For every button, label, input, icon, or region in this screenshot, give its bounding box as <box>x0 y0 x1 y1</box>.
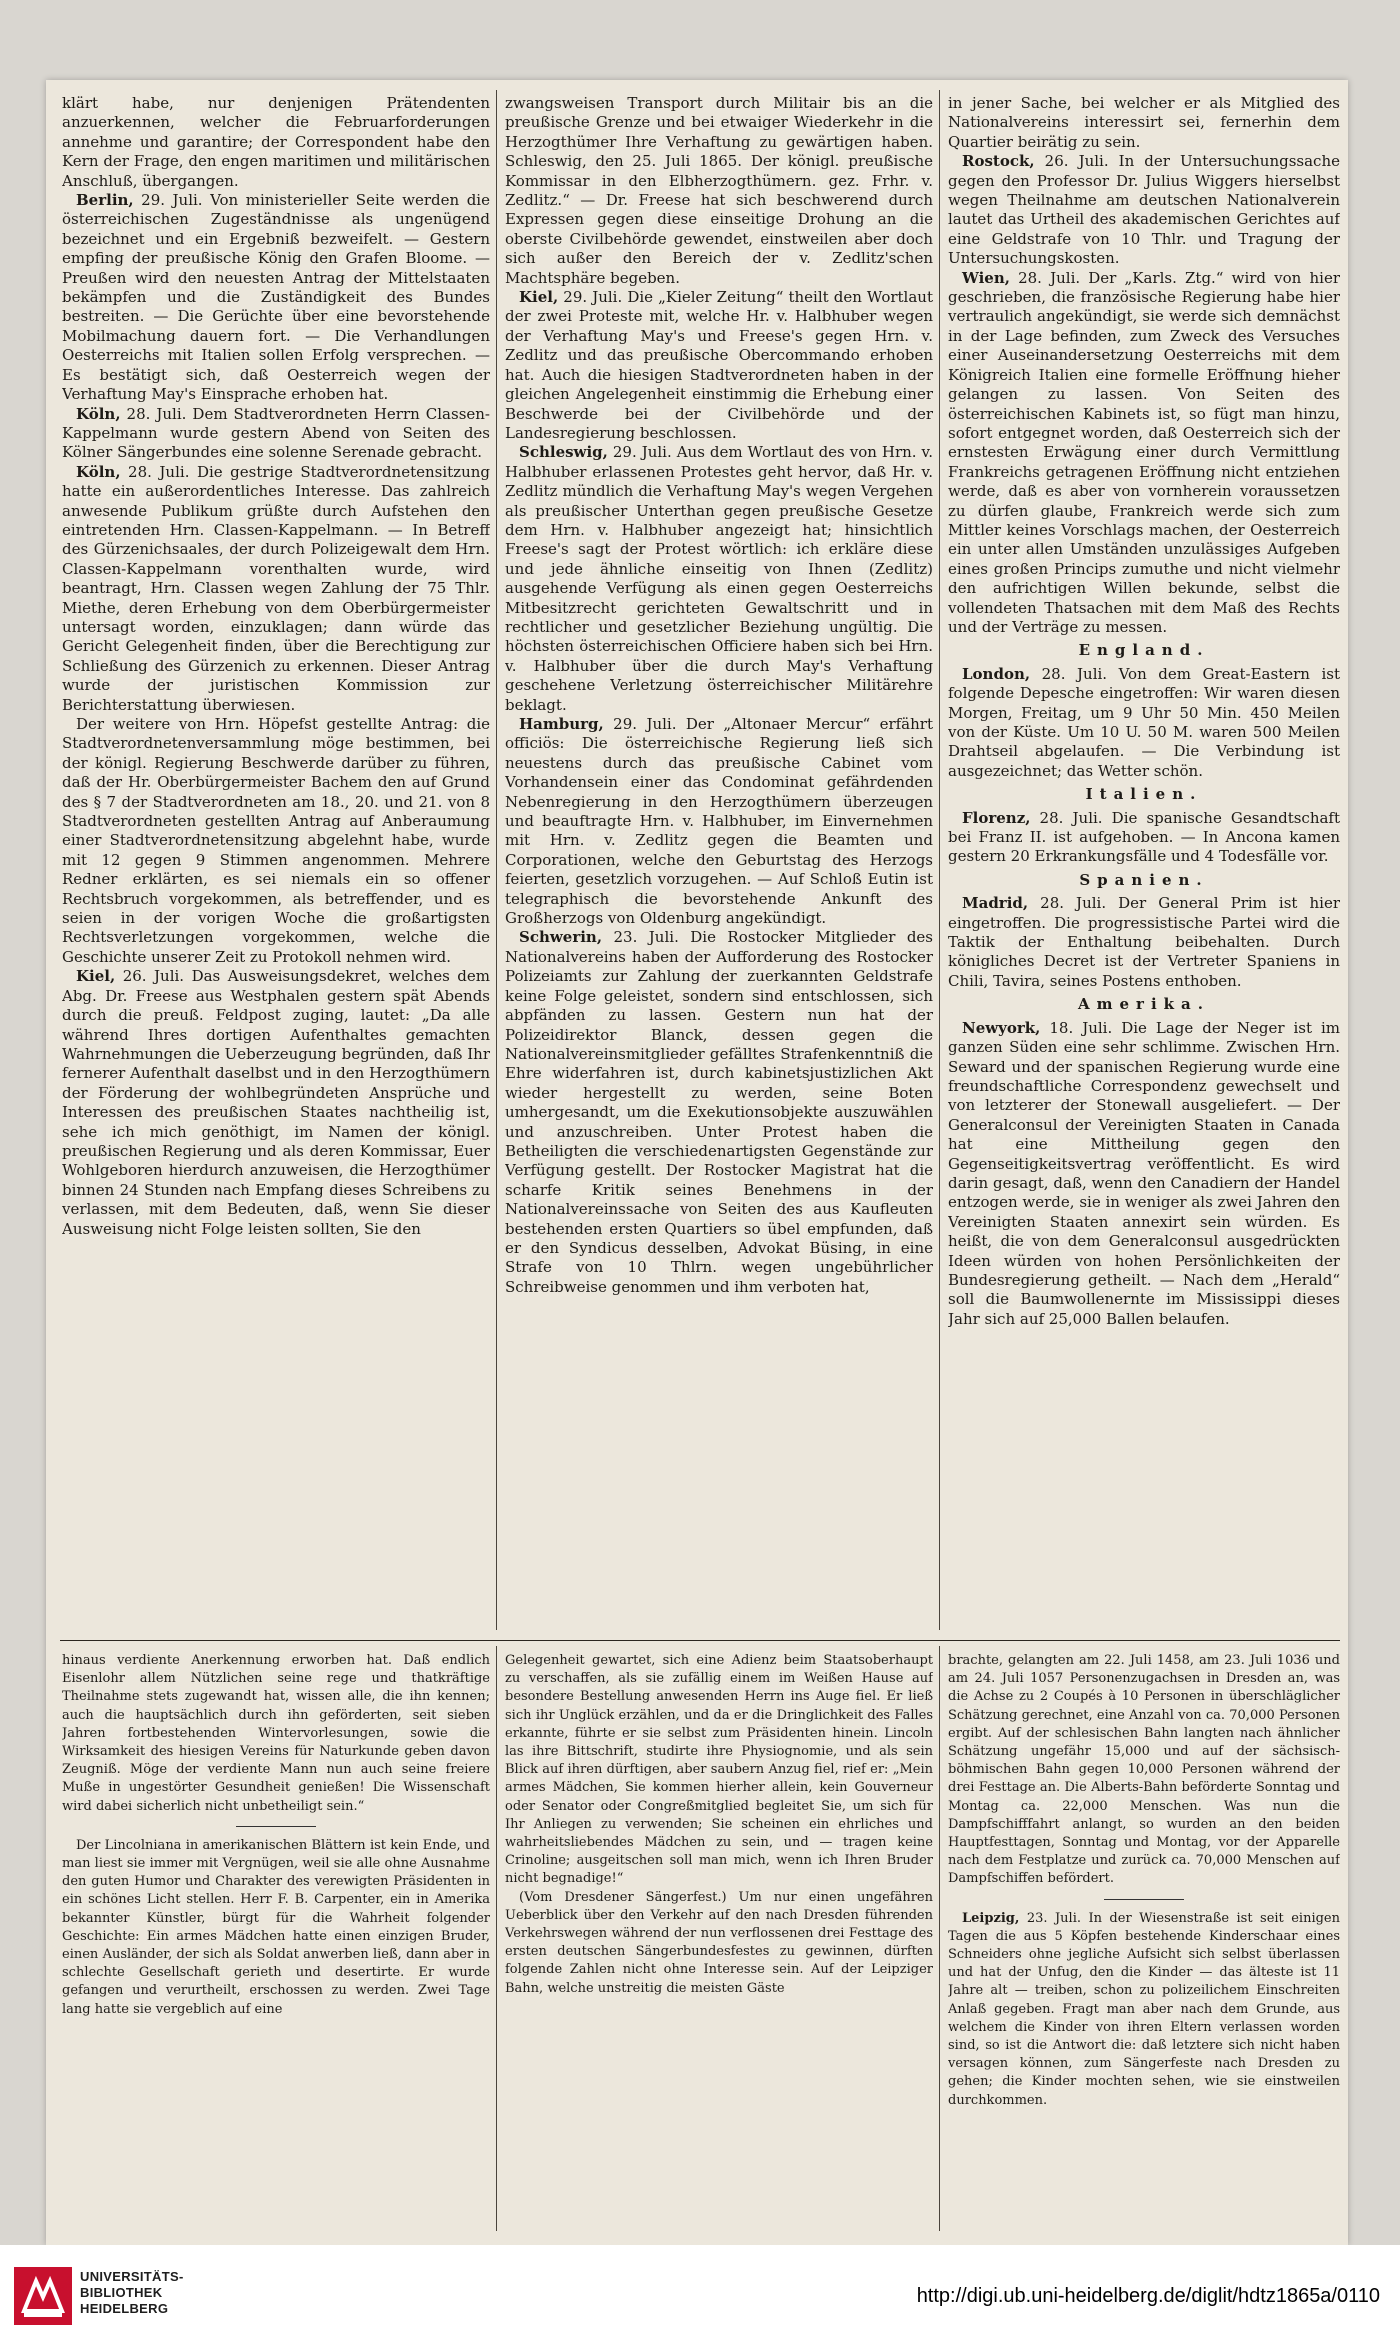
section-heading: Spanien. <box>1079 870 1209 889</box>
feuilleton-divider <box>60 1640 1340 1641</box>
newspaper-page <box>46 80 1348 2245</box>
dateline: Kiel, <box>519 288 559 307</box>
column-rule <box>496 1646 497 2231</box>
article-paragraph <box>948 94 1340 152</box>
dateline: Schleswig, <box>519 443 608 462</box>
paragraph-text: (Vom Dresdener Sängerfest.) Um nur einen ungefähren Ueberblick über den Verkehr auf den nach Dresden führenden Verkehrswegen während der nun verflossenen drei Festtage des ersten deutschen Sängerbundesfestes zu gewinnen, dürften folgende Zahlen nicht ohne Interesse sein. Auf der Leipziger Bahn, welche unstreitig die meisten Gäste <box>505 1889 933 1996</box>
section-separator <box>236 1826 316 1827</box>
paragraph-text: 23. Juli. In der Wiesenstraße ist seit einigen Tagen die aus 5 Köpfen bestehende Kinderschaar eines Schneiders ohne jegliche Aufsicht sich selbst überlassen und hat der Unfug, den die Kinder — das älteste ist 11 Jahre alt — treiben, schon zu polizeilichem Einschreiten Anlaß gegeben. Fragt man aber nach dem Grunde, aus welchem die Kinder von ihren Eltern verlassen worden sind, so ist die Antwort die: daß letztere sich nicht haben versagen können, zum Sängerfeste nach Dresden zu gehen; die Kinder mochten sehen, wie sie einstweilen durchkommen. <box>948 1910 1340 2108</box>
article-paragraph <box>505 1652 933 1889</box>
paragraph-text: 28. Juli. Die spanische Gesandtschaft bei Franz II. ist aufgehoben. — In Ancona kamen gestern 20 Erkrankungsfälle und 4 Todesfälle vor. <box>948 808 1340 866</box>
article-paragraph <box>505 288 933 443</box>
text-column-3 <box>948 94 1340 1628</box>
dateline: London, <box>962 664 1031 683</box>
paragraph-text: brachte, gelangten am 22. Juli 1458, am 23. Juli 1036 und am 24. Juli 1057 Personenzugachsen in Dresden an, was die Achse zu 2 Coupés à 10 Personen in überschläglicher Schätzung gerechnet, eine Anzahl von ca. 70,000 Personen ergibt. Auf der schlesischen Bahn langten nach ähnlicher Schätzung ungefähr 15,000 und auf der sächsisch-böhmischen Bahn gegen 10,000 Personen während der drei Festtage an. Die Alberts-Bahn beförderte Sonntag und Montag ca. 22,000 Menschen. Was nun die Dampfschifffahrt anlangt, so wurden an den beiden Hauptfesttagen, Sonntag und Montag, vor der Apparelle nach dem Festplatze und zurück ca. 70,000 Menschen auf Dampfschiffen befördert. <box>948 1653 1340 1887</box>
article-paragraph <box>948 152 1340 268</box>
article-paragraph <box>505 715 933 928</box>
paragraph-text: Gelegenheit gewartet, sich eine Adienz beim Staatsoberhaupt zu verschaffen, als sie zufällig einem im Weißen Hause auf besondere Bestellung anwesenden Herrn ins Auge fiel. Er ließ sich ihr Unglück erzählen, und da er die Dringlichkeit des Falles erkannte, führte er sie selbst zum Präsidenten hinein. Lincoln las ihre Bittschrift, studirte ihre Physiognomie, und als sein Blick auf ihren dürftigen, aber saubern Anzug fiel, rief er: „Mein armes Mädchen, Sie kommen hierher allein, kein Gouverneur oder Senator oder Congreßmitglied begleitet Sie, um sich für Ihr Anliegen zu verwenden; Sie scheinen ein ehrliches und wahrheitsliebendes Mädchen zu sein, und — tragen keine Crinoline; ausgeitschen soll man mich, wenn ich Ihren Bruder nicht begnadige!“ <box>505 1653 933 1887</box>
dateline: Wien, <box>962 268 1010 287</box>
article-paragraph <box>62 191 490 404</box>
feuilleton-column-2 <box>505 1652 933 2232</box>
paragraph-text: zwangsweisen Transport durch Militair bis an die preußische Grenze und bei etwaiger Wiederkehr in die Herzogthümer Ihre Verhaftung zu gewärtigen haben. Schleswig, den 25. Juli 1865. Der königl. preußische Kommissar in den Elbherzogthümern. gez. Frhr. v. Zedlitz.“ — Dr. Freese hat sich beschwerend durch Expressen gegen diese einseitige Drohung an die oberste Civilbehörde gewendet, einstweilen aber doch sich außer den Bereich der v. Zedlitz'schen Machtsphäre begeben. <box>505 94 933 287</box>
dateline: Leipzig, <box>962 1910 1020 1926</box>
dateline: Newyork, <box>962 1018 1041 1037</box>
section-heading: England. <box>1078 641 1210 660</box>
library-name <box>80 2269 184 2317</box>
article-paragraph <box>505 443 933 715</box>
paragraph-text: hinaus verdiente Anerkennung erworben hat. Daß endlich Eisenlohr allem Nützlichen seine rege und thatkräftige Theilnahme stets zugewandt hat, wissen alle, die ihn kennen; auch die hauptsächlich durch ihn geförderten, seit sieben Jahren fortbestehenden Wintervorlesungen, sowie die Wirksamkeit des hiesigen Vereins für Naturkunde geben davon Zeugniß. Möge der verdiente Mann nun auch seine freiere Muße in ungestörter Gesundheit genießen! Die Wissenschaft wird dabei sicherlich nicht unbetheiligt sein.“ <box>62 1653 490 1814</box>
paragraph-text: 26. Juli. Das Ausweisungsdekret, welches dem Abg. Dr. Freese aus Westphalen gestern spät Abends durch die preuß. Feldpost zuging, lautet: „Da alle während Ihres dortigen Aufenthaltes gemachten Wahrnehmungen die Ueberzeugung begründen, daß Ihr fernerer Aufenthalt daselbst und in den Herzogthümern der Förderung der wohlbegründeten Ansprüche und Interessen des preußischen Staates nachtheilig ist, sehe ich mich genöthigt, im Namen der königl. preußischen Regierung und als deren Kommissar, Euer Wohlgeboren hierdurch anzuweisen, die Herzogthümer binnen 24 Stunden nach Empfang dieses Schreibens zu verlassen, mit dem Bedeuten, daß, wenn Sie dieser Ausweisung nicht Folge leisten sollten, Sie den <box>62 967 490 1238</box>
dateline: Berlin, <box>76 191 134 210</box>
article-paragraph <box>948 1910 1340 2110</box>
paragraph-text: in jener Sache, bei welcher er als Mitglied des Nationalvereins interessirt sei, fernerhin dem Quartier beirätig zu sein. <box>948 94 1340 151</box>
text-column-2 <box>505 94 933 1628</box>
paragraph-text: 28. Juli. Von dem Great-Eastern ist folgende Depesche eingetroffen: Wir waren diesen Morgen, Freitag, um 9 Uhr 50 Min. 450 Meilen von der Küste. Um 10 U. 50 M. waren 500 Meilen Drahtseil abgelaufen. — Die Verbindung ist ausgezeichnet; das Wetter schön. <box>948 664 1340 780</box>
section-separator <box>1104 1899 1184 1900</box>
paragraph-text: 29. Juli. Der „Altonaer Mercur“ erfährt officiös: Die österreichische Regierung ließ sich neuestens durch das preußische Cabinet vom Vorhandensein einer das Condominat gefährdenden Nebenregierung in den Herzogthümern überzeugen und beauftragte Hrn. v. Halbhuber, im Einvernehmen mit Hrn. v. Zedlitz gegen die Beamten und Corporationen, welche den Geburtstag des Herzogs feierten, gesetzlich vorzugehen. — Auf Schloß Eutin ist telegraphisch die bevorstehende Ankunft des Großherzogs von Oldenburg angekündigt. <box>505 715 933 928</box>
paragraph-text: 29. Juli. Aus dem Wortlaut des von Hrn. v. Halbhuber erlassenen Protestes geht hervor, daß Hr. v. Zedlitz mündlich die Verhaftung May's wegen Vergehen als preußischer Unterthan gegen preußische Gesetze dem Hrn. v. Halbhuber angezeigt hat; hinsichtlich Freese's sagt der Protest wörtlich: ich erkläre diese und jede ähnliche einseitig von Ihnen (Zedlitz) ausgehende Verfügung als einen gegen Oesterreichs Mitbesitzrecht gerichteten Gewaltschritt und in rechtlicher und gesetzlicher Beziehung ungültig. Die höchsten österreichischen Officiere haben sich bei Hrn. v. Halbhuber über die durch May's Verhaftung geschehene Verletzung österreichischer Militärehre beklagt. <box>505 443 933 714</box>
text-column-1 <box>62 94 490 1628</box>
article-paragraph <box>62 1837 490 2019</box>
paragraph-text: klärt habe, nur denjenigen Prätendenten anzuerkennen, welcher die Februarforderungen annehme und garantire; der Correspondent habe den Kern der Frage, den engen maritimen und militärischen Anschluß, übergangen. <box>62 94 490 190</box>
paragraph-text: 28. Juli. Dem Stadtverordneten Herrn Classen-Kappelmann wurde gestern Abend von Seiten des Kölner Sängerbundes eine solenne Serenade gebracht. <box>62 404 490 462</box>
article-paragraph <box>505 1889 933 1998</box>
paragraph-text: 28. Juli. Der „Karls. Ztg.“ wird von hier geschrieben, die französische Regierung habe hier vertraulich angekündigt, sie werde sich demnächst in der Lage befinden, zum Zweck des Versuches einer Auseinandersetzung Oesterreichs mit dem Königreich Italien eine formelle Eröffnung hieher gelangen zu lassen. Von Seiten des österreichischen Kabinets ist, so fügt man hinzu, sofort entgegnet worden, daß Oesterreich sich der ernstesten Erwägung einer durch Vermittlung Frankreichs getragenen Eröffnung nicht entziehen werde, daß es aber von vornherein voraussetzen zu dürfen glaube, Frankreich werde sich zum Mittler keines Vorschlags machen, der Oesterreich ein unter allen Umständen unzulässiges Aufgeben eines großen Princips zumuthe und nicht vielmehr den aufrichtigen Willen bekunde, selbst die vollendeten Thatsachen mit dem Maß des Rechts und der Verträge zu messen. <box>948 268 1340 636</box>
dateline: Florenz, <box>962 808 1031 827</box>
article-paragraph <box>62 463 490 715</box>
dateline: Hamburg, <box>519 715 604 733</box>
paragraph-text: 28. Juli. Der General Prim ist hier eingetroffen. Die progressistische Partei wird die Taktik der Enthaltung beibehalten. Durch königliches Decret ist der Vertreter Spaniens in Chili, Tavira, seines Postens enthoben. <box>948 894 1340 990</box>
dateline: Schwerin, <box>519 928 603 947</box>
article-paragraph <box>62 94 490 191</box>
dateline: Kiel, <box>76 967 116 986</box>
source-url[interactable]: http://digi.ub.uni-heidelberg.de/diglit/hdtz1865a/0110 <box>916 2285 1380 2307</box>
article-paragraph <box>62 967 490 1239</box>
section-heading: Amerika. <box>1078 995 1210 1014</box>
article-paragraph <box>505 94 933 288</box>
paragraph-text: Der weitere von Hrn. Höpefst gestellte Antrag: die Stadtverordnetenversammlung möge bestimmen, bei der königl. Regierung Beschwerde darüber zu führen, daß der Hr. Oberbürgermeister Bachem den auf Grund des § 7 der Stadtverordneten am 18., 20. und 21. von 8 Stadtverordneten gestellten Antrag auf Anberaumung einer Stadtverordnetensitzung abgelehnt habe, wurde mit 12 gegen 9 Stimmen angenommen. Mehrere Redner erklärten, es sei niemals ein so offener Rechtsbruch vorgekommen, als betreffender, und es seien in der vorigen Woche die großartigsten Rechtsverletzungen vorgekommen, welche die Geschichte unserer Zeit zu Protokoll nehmen wird. <box>62 715 490 966</box>
paragraph-text: 23. Juli. Die Rostocker Mitglieder des Nationalvereins haben der Aufforderung des Rostocker Polizeiamts zur Zahlung der zuerkannten Geldstrafe keine Folge geleistet, sondern sind entschlossen, sich abpfänden zu lassen. Gestern nun hat der Polizeidirektor Blanck, dessen gegen die Nationalvereinsmitglieder gefälltes Strafenkenntniß die Ehre widerfahren ist, durch kabinetsjustizlichen Akt wieder hergestellt zu werden, seine Boten umhergesandt, um die Exekutionsobjekte auszuwählen und anzuschreiben. Unter Protest haben die Betheiligten die verschiedenartigsten Gegenstände zur Verfügung gestellt. Der Rostocker Magistrat hat die scharfe Kritik seines Benehmens in der Nationalvereinssache von Seiten des aus Kaufleuten bestehenden ersten Quartiers so übel empfunden, daß er den Syndicus desselben, Advokat Büsing, in eine Strafe von 10 Thlrn. wegen ungebührlicher Schreibweise genommen und ihm verboten hat, <box>505 928 933 1296</box>
article-paragraph <box>948 1652 1340 1889</box>
article-paragraph <box>948 1019 1340 1330</box>
section-heading: Italien. <box>1085 785 1203 804</box>
article-paragraph <box>62 1652 490 1816</box>
dateline: Köln, <box>76 462 121 481</box>
column-rule <box>939 1646 940 2231</box>
feuilleton-column-3 <box>948 1652 1340 2232</box>
dateline: Rostock, <box>962 152 1035 171</box>
article-paragraph <box>948 809 1340 867</box>
paragraph-text: 29. Juli. Von ministerieller Seite werden die österreichischen Zugeständnisse als ungenügend bezeichnet und ein Ergebniß bezweifelt. — Gestern empfing der preußische König den Grafen Bloome. — Preußen wird den neuesten Antrag der Mittelstaaten bekämpfen und die Zuständigkeit des Bundes bestreiten. — Die Gerüchte über eine bevorstehende Mobilmachung dauern fort. — Die Verhandlungen Oesterreichs mit Italien sollen Erfolg versprechen. — Es bestätigt sich, daß Oesterreich wegen der Verhaftung May's Einsprache erhoben hat. <box>62 191 490 404</box>
library-name-line: UNIVERSITÄTS- <box>80 2269 184 2284</box>
library-name-line: BIBLIOTHEK <box>80 2285 163 2300</box>
column-rule <box>496 90 497 1630</box>
library-logo-icon <box>14 2267 72 2325</box>
library-name-line: HEIDELBERG <box>80 2301 169 2316</box>
article-paragraph <box>948 665 1340 781</box>
paragraph-text: 26. Juli. In der Untersuchungssache gegen den Professor Dr. Julius Wiggers hierselbst wegen Theilnahme am deutschen Nationalverein lautet das Urtheil des akademischen Gerichtes auf eine Geldstrafe von 10 Thlr. und Tragung der Untersuchungskosten. <box>948 152 1340 268</box>
paragraph-text: 18. Juli. Die Lage der Neger ist im ganzen Süden eine sehr schlimme. Zwischen Hrn. Seward und der spanischen Regierung wurde eine freundschaftliche Correspondenz gewechselt und von letzterer der Stonewall ausgeliefert. — Der Generalconsul der Vereinigten Staaten in Canada hat eine Mittheilung gegen den Gegenseitigkeitsvertrag veröffentlicht. Es wird darin gesagt, daß, wenn den Canadiern der Handel entzogen werde, sie in weniger als zwei Jahren den Vereinigten Staaten annexirt sein würden. Es heißt, die von dem Generalconsul ausgedrückten Ideen würden von hohen Persönlichkeiten der Bundesregierung getheilt. — Nach dem „Herald“ soll die Baumwollenernte im Mississippi dieses Jahr sich auf 25,000 Ballen belaufen. <box>948 1018 1340 1328</box>
paragraph-text: Der Lincolniana in amerikanischen Blättern ist kein Ende, und man liest sie immer mit Vergnügen, weil sie alle ohne Ausnahme den guten Humor und Charakter des verewigten Präsidenten in ein schönes Licht stellen. Herr F. B. Carpenter, ein in Amerika bekannter Künstler, bürgt für die Wahrheit folgender Geschichte: Ein armes Mädchen hatte einen einzigen Bruder, einen Ausländer, der sich als Soldat anwerben ließ, dann aber in schlechte Gesellschaft gerieth und desertirte. Er wurde gefangen und verurtheilt, erschossen zu werden. Zwei Tage lang hatte sie vergeblich auf eine <box>62 1837 490 2017</box>
article-paragraph <box>62 715 490 967</box>
column-rule <box>939 90 940 1630</box>
paragraph-text: 28. Juli. Die gestrige Stadtverordnetensitzung hatte ein außerordentliches Interesse. Das zahlreich anwesende Publikum grüßte durch Aufstehen den eintretenden Hrn. Classen-Kappelmann. — In Betreff des Gürzenichsaales, der durch Polizeigewalt dem Hrn. Classen-Kappelmann vorenthalten wurde, wird beantragt, Hrn. Classen wegen Zahlung der 75 Thlr. Miethe, deren Erhebung von dem Oberbürgermeister untersagt worden, einzuklagen; dann würde das Gericht Gelegenheit finden, über die Berechtigung zur Schließung des Gürzenich zu erkennen. Dieser Antrag wurde der juristischen Kommission zur Berichterstattung überwiesen. <box>62 462 490 714</box>
dateline: Köln, <box>76 404 121 423</box>
dateline: Madrid, <box>962 894 1029 913</box>
footer-bar <box>0 2245 1400 2347</box>
article-paragraph <box>948 894 1340 991</box>
article-paragraph <box>62 405 490 463</box>
article-paragraph <box>505 928 933 1297</box>
article-paragraph <box>948 269 1340 638</box>
feuilleton-column-1 <box>62 1652 490 2232</box>
paragraph-text: 29. Juli. Die „Kieler Zeitung“ theilt den Wortlaut der zwei Proteste mit, welche Hr. v. Halbhuber wegen der Verhaftung May's und Freese's gegen Hrn. v. Zedlitz und das preußische Obercommando erhoben hat. Auch die hiesigen Stadtverordneten haben in der gleichen Angelegenheit einstimmig die Erhebung einer Beschwerde bei der Civilbehörde und der Landesregierung beschlossen. <box>505 288 933 442</box>
